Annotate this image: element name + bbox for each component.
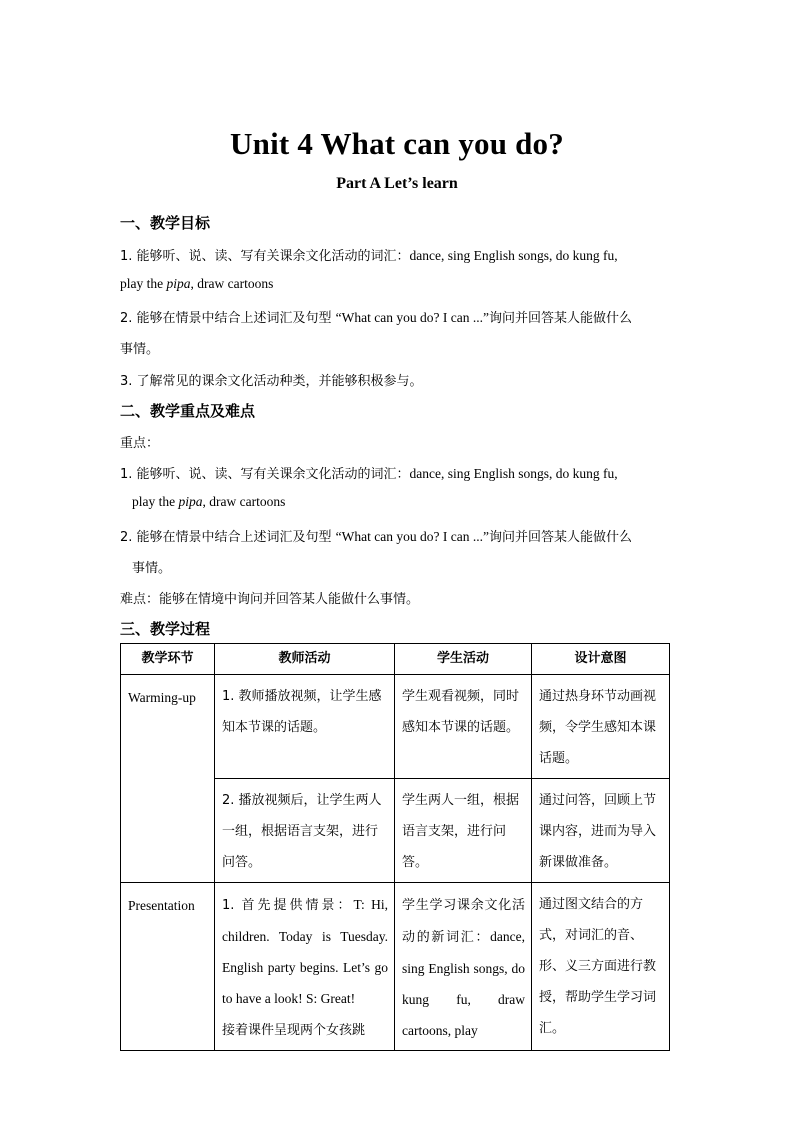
objective-1-cont-a: play the bbox=[120, 276, 167, 291]
teacher-activity: 2. 播放视频后，让学生两人一组，根据语言支架，进行问答。 bbox=[215, 779, 395, 883]
student-activity: 学生观看视频，同时感知本节课的话题。 bbox=[395, 675, 532, 779]
document-title: Unit 4 What can you do? bbox=[230, 126, 564, 161]
objective-2-zh-b: 询问并回答某人能做什么 bbox=[488, 311, 632, 326]
header-intent: 设计意图 bbox=[532, 644, 670, 675]
key-point-2-zh-a: 2. 能够在情景中结合上述词汇及句型 bbox=[120, 530, 336, 545]
document-subtitle: Part A Let’s learn bbox=[336, 175, 458, 192]
objective-1-pipa: pipa bbox=[166, 276, 191, 291]
table-row bbox=[121, 675, 670, 779]
table-header-row bbox=[121, 644, 670, 675]
teacher-activity-zh-2: 接着课件呈现两个女孩跳 bbox=[222, 1023, 366, 1038]
design-intent: 通过问答，回顾上节课内容，进而为导入新课做准备。 bbox=[532, 779, 670, 883]
key-point-1-cont-b: , draw cartoons bbox=[202, 494, 286, 509]
objective-1-zh: 1. 能够听、说、读、写有关课余文化活动的词汇： bbox=[120, 249, 410, 264]
key-point-1-pipa: pipa bbox=[178, 494, 203, 509]
header-student: 学生活动 bbox=[395, 644, 532, 675]
teacher-activity-en: T: Hi, children. Today is Tuesday. English party begins. Let’s go to have a look! S: Great! bbox=[222, 897, 388, 1006]
key-point-2-en: “What can you do? I can ...” bbox=[335, 529, 489, 544]
objective-1-cont bbox=[120, 276, 273, 292]
section-heading-key-points: 二、教学重点及难点 bbox=[120, 402, 256, 420]
key-point-1-en: dance, sing English songs, do kung fu, bbox=[409, 466, 618, 481]
design-intent: 通过热身环节动画视频，令学生感知本课话题。 bbox=[532, 675, 670, 779]
section-heading-objectives: 一、教学目标 bbox=[120, 214, 211, 232]
section-heading-process: 三、教学过程 bbox=[120, 620, 211, 638]
header-teacher: 教师活动 bbox=[215, 644, 395, 675]
teacher-activity: 1. 教师播放视频，让学生感知本节课的话题。 bbox=[215, 675, 395, 779]
key-point-1 bbox=[120, 463, 618, 482]
teaching-process-table bbox=[120, 643, 670, 1051]
teacher-activity bbox=[215, 883, 395, 1051]
objective-2-zh-a: 2. 能够在情景中结合上述词汇及句型 bbox=[120, 311, 336, 326]
student-activity bbox=[395, 883, 532, 1051]
objective-1-cont-b: , draw cartoons bbox=[190, 276, 274, 291]
student-activity-zh: 学生学习课余文化活动的新词汇： bbox=[402, 898, 525, 945]
student-activity: 学生两人一组，根据语言支架，进行问答。 bbox=[395, 779, 532, 883]
key-point-2-zh-b: 询问并回答某人能做什么 bbox=[488, 530, 632, 545]
key-point-1-cont-a: play the bbox=[132, 494, 179, 509]
difficulty: 难点：能够在情境中询问并回答某人能做什么事情。 bbox=[120, 592, 420, 607]
objective-1-en: dance, sing English songs, do kung fu, bbox=[409, 248, 618, 263]
objective-2 bbox=[120, 307, 632, 326]
key-point-1-zh: 1. 能够听、说、读、写有关课余文化活动的词汇： bbox=[120, 467, 410, 482]
objective-2-en: “What can you do? I can ...” bbox=[335, 310, 489, 325]
student-activity-en: dance, sing English songs, do kung fu, draw cartoons, play bbox=[402, 929, 525, 1038]
objective-1 bbox=[120, 245, 618, 264]
key-point-2-cont: 事情。 bbox=[132, 561, 172, 576]
stage-warming-up: Warming-up bbox=[121, 675, 215, 883]
key-point-1-cont bbox=[132, 494, 285, 510]
key-point-2 bbox=[120, 526, 632, 545]
objective-3: 3. 了解常见的课余文化活动种类，并能够积极参与。 bbox=[120, 374, 423, 389]
objective-2-cont: 事情。 bbox=[120, 342, 160, 357]
design-intent: 通过图文结合的方式，对词汇的音、形、义三方面进行教授，帮助学生学习词汇。 bbox=[532, 883, 670, 1051]
teacher-activity-zh-1: 1. 首先提供情景： bbox=[222, 898, 354, 913]
header-stage: 教学环节 bbox=[121, 644, 215, 675]
table-row bbox=[121, 883, 670, 1051]
key-points-label: 重点： bbox=[120, 436, 160, 451]
stage-presentation: Presentation bbox=[121, 883, 215, 1051]
